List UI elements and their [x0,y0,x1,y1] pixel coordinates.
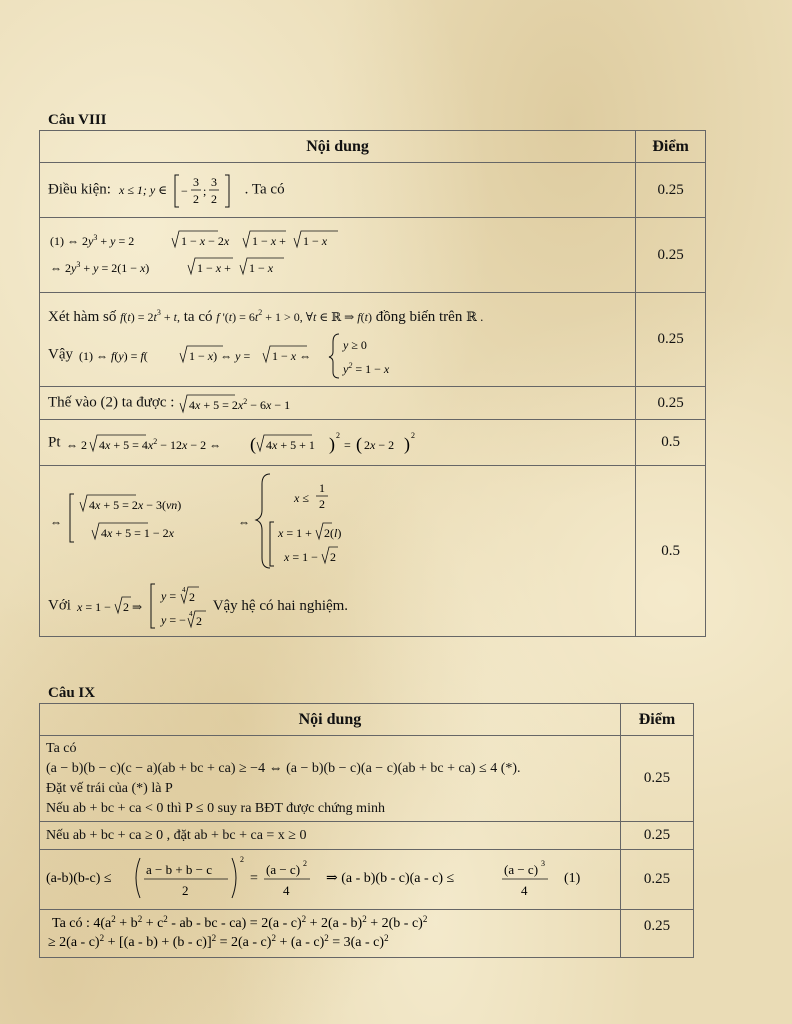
svg-text:2: 2 [182,883,189,898]
svg-text:y = −: y = − [160,613,186,627]
svg-text:(a − c): (a − c) [266,862,301,877]
line: Nếu ab + bc + ca < 0 thì P ≤ 0 suy ra BĐT được chứng minh [46,800,385,816]
table-row [40,420,706,466]
svg-text:x = 1 −: x = 1 − [284,550,318,564]
svg-text:2: 2 [195,614,202,628]
table-row [40,822,694,850]
label-ta-co-2: ta có [183,308,213,325]
svg-text:⇒ (a - b)(b - c)(a - c) ≤: ⇒ (a - b)(b - c)(a - c) ≤ [326,871,455,886]
svg-text:3: 3 [541,859,545,868]
math-f-def: f [120,309,124,324]
table-row [40,466,706,637]
svg-text:2 ⇒: 2 ⇒ [122,600,142,614]
label-dieu-kien: Điều kiện: [48,181,111,198]
header-score: Điểm [636,131,706,163]
svg-text:Ta có : 4(a2 + b2 + c2 - ab -: Ta có : $4(a^2 + b^2 + c^2$ - ab - bc - ca) = 2(a - c)$^2$ + 2(a - b)$^2$ + 2(b - c)$^2$ [52,914,428,931]
row-content [40,466,636,637]
svg-text:a − b + b − c: a − b + b − c [146,862,213,877]
table-row [40,387,706,420]
svg-text:⇔: ⇔ [50,515,62,529]
label-xet-ham-so: Xét hàm số [48,308,117,325]
svg-text:⇔ 2y3 + y = 2(1 − x): ⇔ $2y^3 + y = 2(1 - x)$ [50,259,150,275]
svg-text:y =: y = [160,589,176,603]
svg-text:x ≤ 1; y ∈: x ≤ 1; y ∈ [118,183,167,197]
table-row [40,293,706,387]
line: Nếu ab + bc + ca ≥ 0 , đặt ab + bc + ca = x ≥ 0 [46,827,307,843]
row-score: 0.25 [620,850,693,910]
svg-text:1 − x − 2x: 1 − x − 2x [181,233,230,248]
svg-text:): ) [404,433,411,454]
row-content: Xét hàm số $f(t) = 2t^3 + t$, ta có f '$(t) = 6t^2 + 1 > 0$, ∀t ∈ ℝ ⇒ f(t) đồng biến trên ℝ . Vậy (1) ⇔ f(y) = f( 1 − x) ⇔ y = 1 − x ⇔ y ≥ 0 $y^2 = 1 - x$ [40,293,636,387]
row-score: 0.25 [620,736,693,822]
label-vay-he: Vậy hệ có hai nghiệm. [212,597,349,614]
table-row [40,850,694,910]
row-score: 0.25 [620,822,693,850]
math-inequality-2 [48,912,608,950]
math-substitution [178,391,378,415]
row-score: 0.25 [620,910,693,958]
svg-text:2: 2 [240,855,244,864]
row-score: 0.5 [636,466,706,637]
svg-text:;: ; [202,184,206,198]
math-monotone-conclusion [77,330,457,380]
svg-text:4: 4 [283,883,290,898]
svg-text:2: 2 [188,590,195,604]
svg-text:3: 3 [192,175,199,189]
svg-text:x = 1 +: x = 1 + [278,526,312,540]
svg-text:(1) ⇔ 2y3 + y = 2: (1) ⇔ $2y^3 + y = 2$ [50,232,135,248]
svg-text:(: ( [250,433,257,454]
section-title-cau-viii: Câu VIII [48,112,107,128]
table-row [40,163,706,218]
svg-text:1 − x ⇔: 1 − x ⇔ [271,348,311,363]
math-equivalence [48,225,468,281]
svg-text:4x + 5 = 2x − 3(vn): 4x + 5 = 2x − 3(vn) [89,498,182,512]
header-content: Nội dung [40,131,636,163]
math-pt-transform [64,428,444,458]
svg-text:1 − x: 1 − x [303,233,328,248]
svg-text:(1) ⇔ f(y) = f(: (1) ⇔ f(y) = f( [78,348,148,363]
svg-text:−: − [180,184,188,198]
table-row [40,910,694,958]
line: Ta có [46,740,77,756]
label-pt: Pt [48,434,61,450]
svg-text:4x + 5 = 4x2 − 12x − 2 ⇔: $4x + 5 = 4x^2 - 12x - 2$ ⇔ [99,436,222,452]
header-score: Điểm [620,704,693,736]
math-case-split [48,470,388,570]
svg-text:4x + 5 = 1 − 2x: 4x + 5 = 1 − 2x [101,526,174,540]
svg-text:(: ( [356,433,363,454]
section-title-cau-ix: Câu IX [48,685,96,701]
row-content [40,822,621,850]
svg-text:2: 2 [210,192,217,206]
svg-text:=: = [250,871,258,886]
svg-text:1 − x +: 1 − x + [252,233,286,248]
line: Đặt vế trái của (*) là P [46,780,173,796]
svg-text:(1): (1) [564,871,581,886]
row-score: 0.25 [636,293,706,387]
svg-text:4: 4 [181,586,186,594]
cau-ix-table [39,703,694,958]
label-dong-bien: đồng biến trên [375,308,463,325]
svg-text:1 − x: 1 − x [249,260,274,275]
svg-text:2: 2 [336,430,341,440]
math-inequality-1 [46,852,606,902]
row-score: 0.5 [636,420,706,466]
svg-text:⇔: ⇔ [238,515,250,529]
row-content [40,736,621,822]
svg-text:3: 3 [210,175,217,189]
row-score: 0.25 [636,163,706,218]
svg-text:2: 2 [411,430,416,440]
svg-text:=: = [344,437,352,452]
svg-text:y2 = 1 − x: $y^2 = 1 - x$ [342,360,389,376]
svg-text:2(l): 2(l) [324,526,342,540]
line: (a − b)(b − c)(c − a)(ab + bc + ca) ≥ −4 ⇔ (a − b)(b − c)(a − c)(ab + bc + ca) ≤ 4 (*). [46,760,521,776]
svg-text:4x + 5 = 2x2 − 6x − 1: $4x + 5 = 2x^2 - 6x - 1$ [189,397,291,412]
svg-text:1: 1 [319,481,325,495]
svg-text:2: 2 [319,497,325,511]
table-row [40,218,706,293]
label-ta-co: . Ta có [244,181,285,198]
row-content [40,910,621,958]
svg-text:(a-b)(b-c) ≤: (a-b)(b-c) ≤ [46,871,112,886]
svg-text:4: 4 [188,610,193,618]
svg-text:4x + 5 + 1: 4x + 5 + 1 [266,437,316,452]
svg-text:2: 2 [330,550,336,564]
svg-text:2x − 2: 2x − 2 [364,437,395,452]
label-voi: Với [48,597,71,614]
svg-text:≥ 2(a - c)2 + [(a - b) + (b -: ≥ $2(a - c)^2 + [(a - b) + (b - c)]^2 = 2(a - c)^2 + (a - c)^2 = 3(a - c)^2$ [48,933,389,950]
table-row [40,736,694,822]
row-content [40,387,636,420]
svg-text:x = 1 −: x = 1 − [76,600,111,614]
svg-text:): ) [329,433,336,454]
row-content [40,163,636,218]
svg-text:4: 4 [521,883,528,898]
svg-text:2: 2 [303,859,307,868]
row-score: 0.25 [636,218,706,293]
svg-text:1 − x +: 1 − x + [197,260,231,275]
svg-text:y ≥ 0: y ≥ 0 [342,337,367,352]
svg-text:x ≤: x ≤ [294,491,309,505]
label-vay: Vậy [48,346,73,362]
svg-text:⇔ 2: ⇔ 2 [66,437,88,452]
row-content [40,420,636,466]
svg-text:(a − c): (a − c) [504,862,539,877]
header-content: Nội dung [40,704,621,736]
svg-text:2: 2 [192,192,199,206]
row-content [40,850,621,910]
row-content [40,218,636,293]
math-condition [115,169,245,211]
svg-text:1 − x) ⇔ y =: 1 − x) ⇔ y = [188,348,250,363]
row-score: 0.25 [636,387,706,420]
cau-viii-table [39,130,706,637]
label-the-vao: Thế vào (2) ta được : [48,394,175,411]
